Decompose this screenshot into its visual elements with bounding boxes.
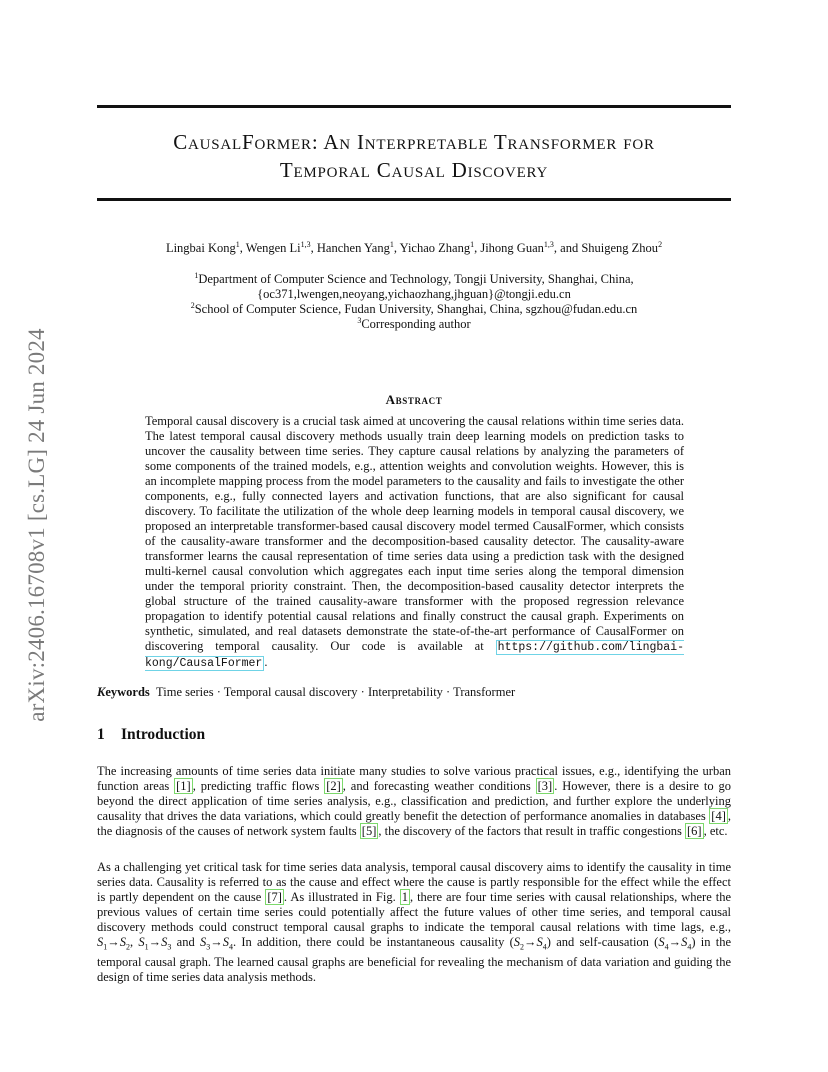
keywords-line (97, 685, 731, 700)
affiliations (97, 272, 731, 332)
author-affiliation-mark: 1 (235, 239, 240, 249)
math-relation: $S_1\to S_2$ (97, 934, 130, 952)
author-affiliation-mark: 1 (389, 239, 394, 249)
abstract-end: . (264, 655, 268, 669)
paragraph-text: , there are four time series with causal relationships, where the previous values of certain time series could potentially affect the future values of other time series, and temporal causal discovery methods could construct temporal causal graphs to indicate the temporal causal relations with time lags, e.g., (97, 889, 731, 934)
paragraph-text: , the diagnosis of the causes of network system faults (97, 808, 731, 838)
math-relation: $S_3\to S_4$ (199, 934, 233, 952)
arxiv-identifier (22, 290, 52, 760)
math-relation: $S_4\to S_4$ (658, 934, 692, 952)
affiliation-1-emails: {oc371,lwengen,neoyang,yichaozhang,jhguan}@tongji.edu.cn (257, 287, 571, 301)
author-affiliation-mark: 1,3 (300, 239, 311, 249)
paragraph-text: , and forecasting weather conditions (342, 778, 536, 793)
paragraph-text: and (171, 934, 200, 949)
citation-link[interactable]: [6] (687, 823, 702, 838)
citation-link[interactable]: [1] (176, 778, 191, 793)
paragraph-text: . As illustrated in Fig. (283, 889, 400, 904)
author-name: Lingbai Kong (165, 241, 236, 255)
affiliation-mark: 2 (190, 300, 195, 310)
paragraph-text: , etc. (703, 823, 728, 838)
affiliation-1 (97, 272, 731, 287)
keywords-label-initial: K (97, 685, 106, 699)
section-heading-introduction (97, 726, 205, 744)
section-number: 1 (97, 726, 105, 743)
citation-link[interactable]: [3] (537, 778, 553, 793)
paragraph-text: ) and self-causation ( (546, 934, 659, 949)
paper-title (97, 128, 731, 184)
author-list: Lingbai Kong$^1$, Wengen Li$^{1,3}$, Hanchen Yang$^1$, Yichao Zhang$^1$, Jihong Guan$^{1,3}$, and Shuigeng Zhou$^2$ (165, 239, 663, 255)
author-name: Jihong Guan (480, 241, 544, 255)
affiliation-text: School of Computer Science, Fudan University, Shanghai, China, sgzhou@fudan.edu.cn (194, 302, 638, 316)
affiliation-mark: 3 (357, 315, 362, 325)
intro-paragraph-2 (97, 860, 731, 985)
title-bottom-rule (97, 198, 731, 201)
title-line-1: CausalFormer: An Interpretable Transformer for (173, 130, 655, 154)
citation-link[interactable]: [7] (267, 889, 282, 904)
abstract-body (145, 414, 684, 671)
author-affiliation-mark: 1,3 (543, 239, 554, 249)
citation-link[interactable]: [2] (326, 778, 341, 793)
abstract-heading: Abstract (385, 392, 443, 407)
paragraph-text: As a challenging yet critical task for time series data analysis, temporal causal discovery aims to identify the causality in time series data. Causality is referred to as the cause and effect where the cause is partly responsible for the effect while the effect is partly dependent on the cause (97, 860, 731, 904)
author-name: Hanchen Yang (316, 241, 390, 255)
math-relation: $S_1\to S_3$ (138, 934, 172, 952)
paragraph-text: , (130, 934, 139, 949)
affiliation-2 (97, 302, 731, 317)
author-name: Wengen Li (245, 241, 301, 255)
paragraph-text: . In addition, there could be instantaneous causality ( (232, 934, 514, 949)
author-name: Yichao Zhang (399, 241, 471, 255)
title-line-2: Temporal Causal Discovery (279, 158, 549, 182)
affiliation-text: Corresponding author (361, 317, 471, 331)
paragraph-text: , the discovery of the factors that result in traffic congestions (378, 823, 685, 838)
keywords-text: Time series · Temporal causal discovery · Interpretability · Transformer (156, 685, 516, 699)
author-affiliation-mark: 2 (658, 239, 663, 249)
figure-reference-link[interactable]: 1 (401, 889, 408, 904)
paragraph-text: , predicting traffic flows (192, 778, 325, 793)
author-affiliation-mark: 1 (470, 239, 475, 249)
citation-link[interactable]: [4] (711, 808, 726, 823)
paragraph-text: The increasing amounts of time series data initiate many studies to solve various practical issues, e.g., identifying the urban function areas (97, 764, 731, 793)
paragraph-text: ) in the temporal causal graph. The learned causal graphs are beneficial for revealing the mechanism of data variation and guiding the design of time series data analysis methods. (97, 934, 731, 984)
title-top-rule (97, 105, 731, 108)
math-relation: $S_2\to S_4$ (513, 934, 547, 952)
code-repository-link[interactable]: https://github.com/lingbai-kong/CausalFormer (145, 641, 685, 670)
author-conjunction: and (560, 241, 579, 255)
affiliation-mark: 1 (194, 270, 199, 280)
affiliation-text: Department of Computer Science and Technology, Tongji University, Shanghai, China, (198, 272, 634, 286)
author-name: Shuigeng Zhou (581, 241, 659, 255)
section-title: Introduction (121, 726, 206, 743)
keywords-label-rest: eywords (105, 685, 150, 699)
keywords-label (97, 685, 150, 699)
arxiv-identifier-text: arXiv:2406.16708v1 [cs.LG] 24 Jun 2024 (24, 328, 49, 722)
citation-link[interactable]: [5] (361, 823, 377, 838)
corresponding-author-note (97, 317, 731, 332)
paragraph-text: . However, there is a desire to go beyond the direct application of time series analysis, e.g., classification and prediction, and further explore the underlying causality that drives the data variations, which could greatly benefit the detection of performance anomalies in databases (97, 778, 732, 823)
abstract-text: Temporal causal discovery is a crucial task aimed at uncovering the causal relations within time series data. The latest temporal causal discovery methods usually train deep learning models on prediction tasks to uncover the causality between time series. They capture causal relations by analyzing the parameters of some components of the trained models, e.g., attention weights and convolution weights. However, this is an incomplete mapping process from the model parameters to the causality and fails to investigate the other components, e.g., fully connected layers and activation functions, that are also significant for causal discovery. To facilitate the utilization of the whole deep learning models in temporal causal discovery, we proposed an interpretable transformer-based causal discovery model termed CausalFormer, which consists of the causality-aware transformer and the decomposition-based causality detector. The causality-aware transformer learns the causal representation of time series data using a prediction task with the designed multi-kernel causal convolution which aggregates each input time series along the temporal dimension under the temporal priority constraint. Then, the decomposition-based causality detector interprets the global structure of the trained causality-aware transformer with the proposed regression relevance propagation to identify potential causal relations and finally construct the causal graph. Experiments on synthetic, simulated, and real datasets demonstrate the state-of-the-art performance of CausalFormer on discovering temporal causality. Our code is available at (145, 414, 684, 653)
intro-paragraph-1 (97, 764, 731, 839)
